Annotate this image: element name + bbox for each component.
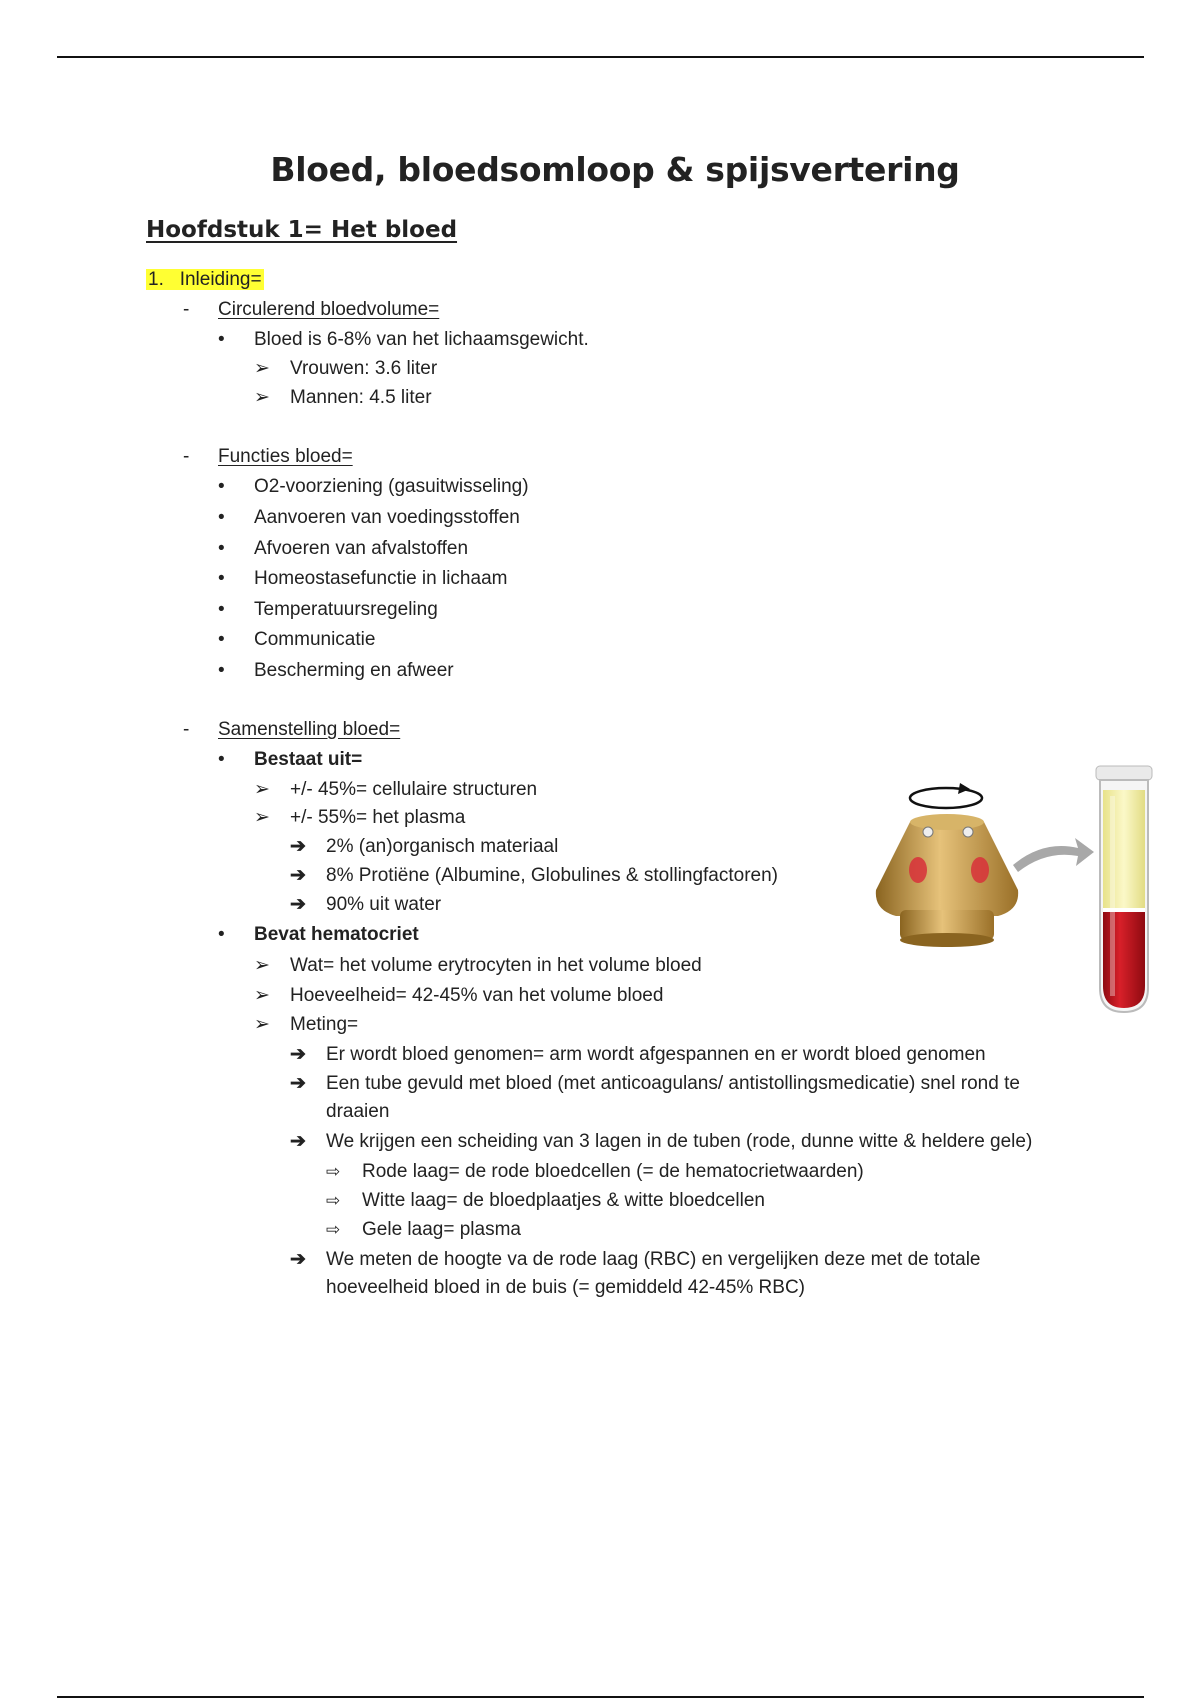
list-item: +/- 45%= cellulaire structuren: [290, 779, 538, 800]
arrow-marker: ➔: [290, 1073, 306, 1094]
list-item: Wat= het volume erytrocyten in het volume bloed: [290, 955, 702, 976]
list-item: Communicatie: [254, 629, 376, 650]
hollow-arrow-marker: ⇨: [326, 1191, 341, 1210]
bullet-marker: •: [218, 329, 225, 350]
bullet-marker: •: [218, 749, 225, 770]
section-label: Inleiding=: [179, 269, 262, 290]
list-item: Witte laag= de bloedplaatjes & witte bloedcellen: [362, 1190, 765, 1211]
dash-marker: -: [183, 446, 190, 467]
list-item: Er wordt bloed genomen= arm wordt afgespannen en er wordt bloed genomen: [326, 1044, 986, 1065]
hollow-arrow-marker: ⇨: [326, 1162, 341, 1181]
section-number: 1.: [148, 269, 164, 290]
hematocriet-label: Bevat hematocriet: [254, 924, 419, 945]
bullet-marker: •: [218, 538, 225, 559]
list-item: Een tube gevuld met bloed (met anticoagulans/ antistollingsmedicatie) snel rond te: [326, 1073, 1020, 1094]
list-item: Homeostasefunctie in lichaam: [254, 568, 508, 589]
list-item: Aanvoeren van voedingsstoffen: [254, 507, 520, 528]
arrowhead-marker: ➢: [254, 779, 270, 800]
gray-arrow-icon: [1013, 838, 1094, 872]
samenstelling-heading: Samenstelling bloed=: [218, 719, 401, 740]
list-item-continuation: draaien: [326, 1101, 390, 1122]
list-item: Temperatuursregeling: [254, 599, 438, 620]
arrowhead-marker: ➢: [254, 1014, 270, 1035]
bullet-marker: •: [218, 568, 225, 589]
arrow-marker: ➔: [290, 1131, 306, 1152]
list-item: Mannen: 4.5 liter: [290, 387, 432, 408]
functies-heading: Functies bloed=: [218, 446, 353, 467]
dash-marker: -: [183, 719, 190, 740]
list-item: Vrouwen: 3.6 liter: [290, 358, 438, 379]
arrow-marker: ➔: [290, 836, 306, 857]
list-item: 90% uit water: [326, 894, 442, 915]
test-tube-icon: [1096, 766, 1152, 1012]
list-item: Meting=: [290, 1014, 359, 1035]
dash-marker: -: [183, 299, 190, 320]
hollow-arrow-marker: ⇨: [326, 1220, 341, 1239]
list-item: Afvoeren van afvalstoffen: [254, 538, 469, 559]
list-item: We meten de hoogte va de rode laag (RBC) en vergelijken deze met de totale: [326, 1249, 981, 1270]
bullet-marker: •: [218, 507, 225, 528]
arrowhead-marker: ➢: [254, 985, 270, 1006]
arrowhead-marker: ➢: [254, 358, 270, 379]
arrow-marker: ➔: [290, 1249, 306, 1270]
arrow-marker: ➔: [290, 865, 306, 886]
list-item: O2-voorziening (gasuitwisseling): [254, 476, 529, 497]
rotation-arrow-icon: [910, 783, 982, 808]
list-item: Bescherming en afweer: [254, 660, 454, 681]
list-item: 8% Protiëne (Albumine, Globulines & stollingfactoren): [326, 865, 779, 886]
arrowhead-marker: ➢: [254, 955, 270, 976]
arrow-marker: ➔: [290, 1044, 306, 1065]
bullet-marker: •: [218, 599, 225, 620]
circulerend-heading: Circulerend bloedvolume=: [218, 299, 440, 320]
list-item: Hoeveelheid= 42-45% van het volume bloed: [290, 985, 664, 1006]
list-item: Bloed is 6-8% van het lichaamsgewicht.: [254, 329, 589, 350]
arrow-marker: ➔: [290, 894, 306, 915]
arrowhead-marker: ➢: [254, 387, 270, 408]
list-item: Gele laag= plasma: [362, 1219, 521, 1240]
bullet-marker: •: [218, 476, 225, 497]
list-item: We krijgen een scheiding van 3 lagen in de tuben (rode, dunne witte & heldere gele): [326, 1131, 1033, 1152]
bullet-marker: •: [218, 924, 225, 945]
list-item: +/- 55%= het plasma: [290, 807, 466, 828]
bullet-marker: •: [218, 660, 225, 681]
section-heading: [146, 268, 264, 292]
centrifuge-illustration: [868, 760, 1168, 1025]
bullet-marker: •: [218, 629, 225, 650]
list-item-continuation: hoeveelheid bloed in de buis (= gemiddeld 42-45% RBC): [326, 1277, 805, 1298]
header-rule: [57, 56, 1144, 58]
arrowhead-marker: ➢: [254, 807, 270, 828]
bestaat-label: Bestaat uit=: [254, 749, 363, 770]
footer-rule: [57, 1696, 1144, 1698]
page-title: Bloed, bloedsomloop & spijsvertering: [270, 150, 960, 189]
list-item: Rode laag= de rode bloedcellen (= de hematocrietwaarden): [362, 1161, 864, 1182]
centrifuge-icon: [876, 814, 1018, 947]
list-item: 2% (an)organisch materiaal: [326, 836, 559, 857]
chapter-heading: Hoofdstuk 1= Het bloed: [146, 217, 458, 243]
